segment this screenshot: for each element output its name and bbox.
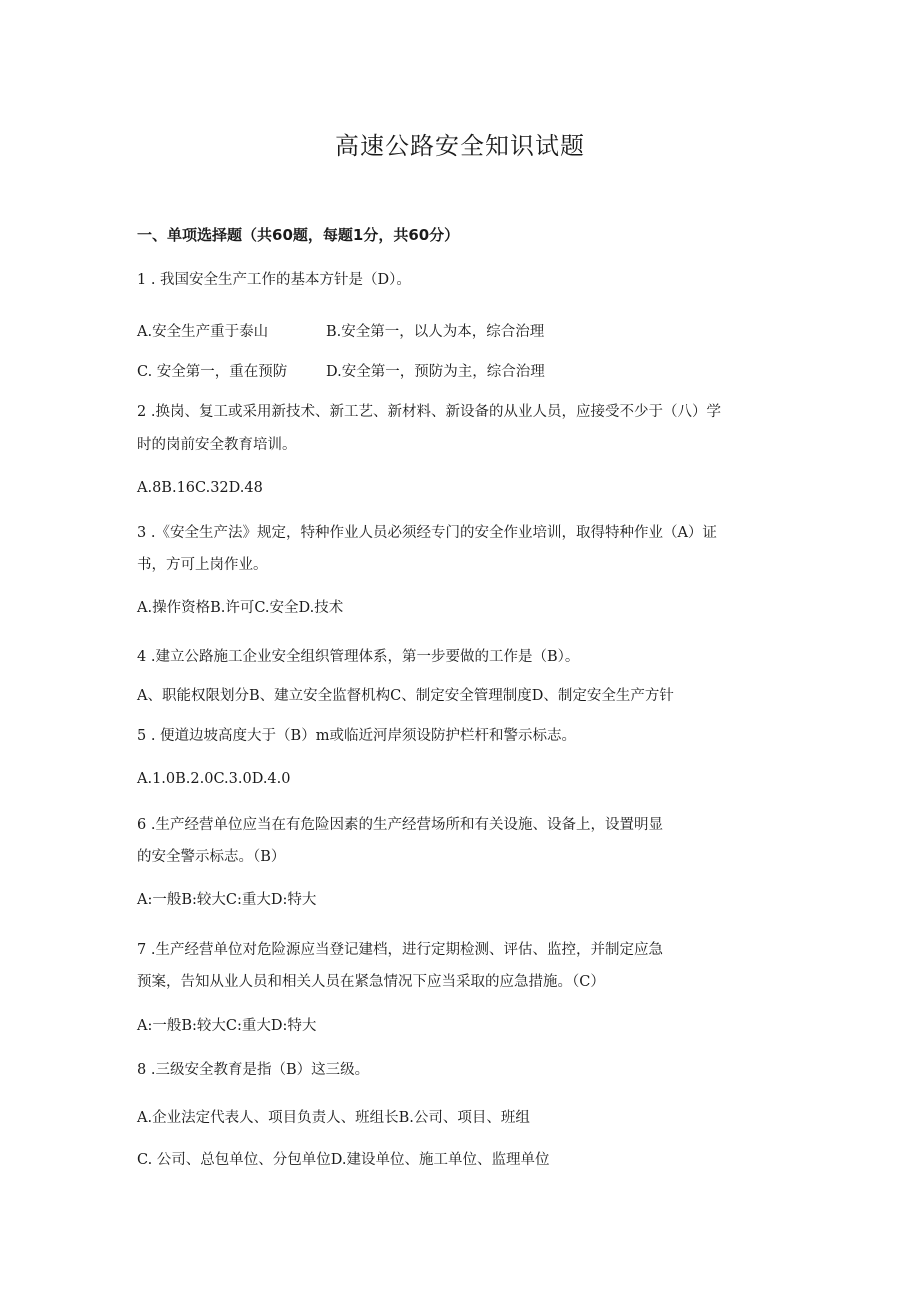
question-7-options: A:一般B:较大C:重大D:特大 xyxy=(137,1018,317,1034)
question-8-text: 8 .三级安全教育是指（B）这三级。 xyxy=(137,1062,370,1078)
question-1-option-d: D.安全第一，预防为主，综合治理 xyxy=(326,364,545,380)
question-6-text-line-1: 6 .生产经营单位应当在有危险因素的生产经营场所和有关设施、设备上，设置明显 xyxy=(137,817,663,833)
page-title: 高速公路安全知识试题 xyxy=(335,132,585,160)
question-3-options: A.操作资格B.许可C.安全D.技术 xyxy=(137,600,344,616)
question-2-options: A.8B.16C.32D.48 xyxy=(137,480,263,496)
question-2-text-line-2: 时的岗前安全教育培训。 xyxy=(137,437,297,453)
question-1-option-c: C. 安全第一，重在预防 xyxy=(137,364,288,380)
question-6-text-line-2: 的安全警示标志。（B） xyxy=(137,849,286,865)
question-7-text-line-2: 预案，告知从业人员和相关人员在紧急情况下应当采取的应急措施。（C） xyxy=(137,974,605,990)
question-1-option-b: B.安全第一，以人为本，综合治理 xyxy=(326,324,545,340)
question-7-text-line-1: 7 .生产经营单位对危险源应当登记建档，进行定期检测、评估、监控，并制定应急 xyxy=(137,942,663,958)
question-8-options-line-2: C. 公司、总包单位、分包单位D.建设单位、施工单位、监理单位 xyxy=(137,1152,550,1168)
question-3-text-line-1: 3 .《安全生产法》规定，特种作业人员必须经专门的安全作业培训，取得特种作业（A）证 xyxy=(137,525,717,541)
question-6-options: A:一般B:较大C:重大D:特大 xyxy=(137,892,317,908)
question-1-text: 1 . 我国安全生产工作的基本方针是（D）。 xyxy=(137,272,411,288)
question-5-options: A.1.0B.2.0C.3.0D.4.0 xyxy=(137,771,291,787)
question-4-options: A、职能权限划分B、建立安全监督机构C、制定安全管理制度D、制定安全生产方针 xyxy=(137,688,674,704)
question-2-text-line-1: 2 .换岗、复工或采用新技术、新工艺、新材料、新设备的从业人员，应接受不少于（八）学 xyxy=(137,404,721,420)
question-4-text: 4 .建立公路施工企业安全组织管理体系，第一步要做的工作是（B）。 xyxy=(137,649,580,665)
question-5-text: 5 . 便道边坡高度大于（B）m或临近河岸须设防护栏杆和警示标志。 xyxy=(137,728,576,744)
question-8-options-line-1: A.企业法定代表人、项目负责人、班组长B.公司、项目、班组 xyxy=(137,1110,530,1126)
section-heading: 一、单项选择题（共60题，每题1分，共60分） xyxy=(137,226,460,244)
question-3-text-line-2: 书，方可上岗作业。 xyxy=(137,557,268,573)
question-1-option-a: A.安全生产重于泰山 xyxy=(137,324,269,340)
